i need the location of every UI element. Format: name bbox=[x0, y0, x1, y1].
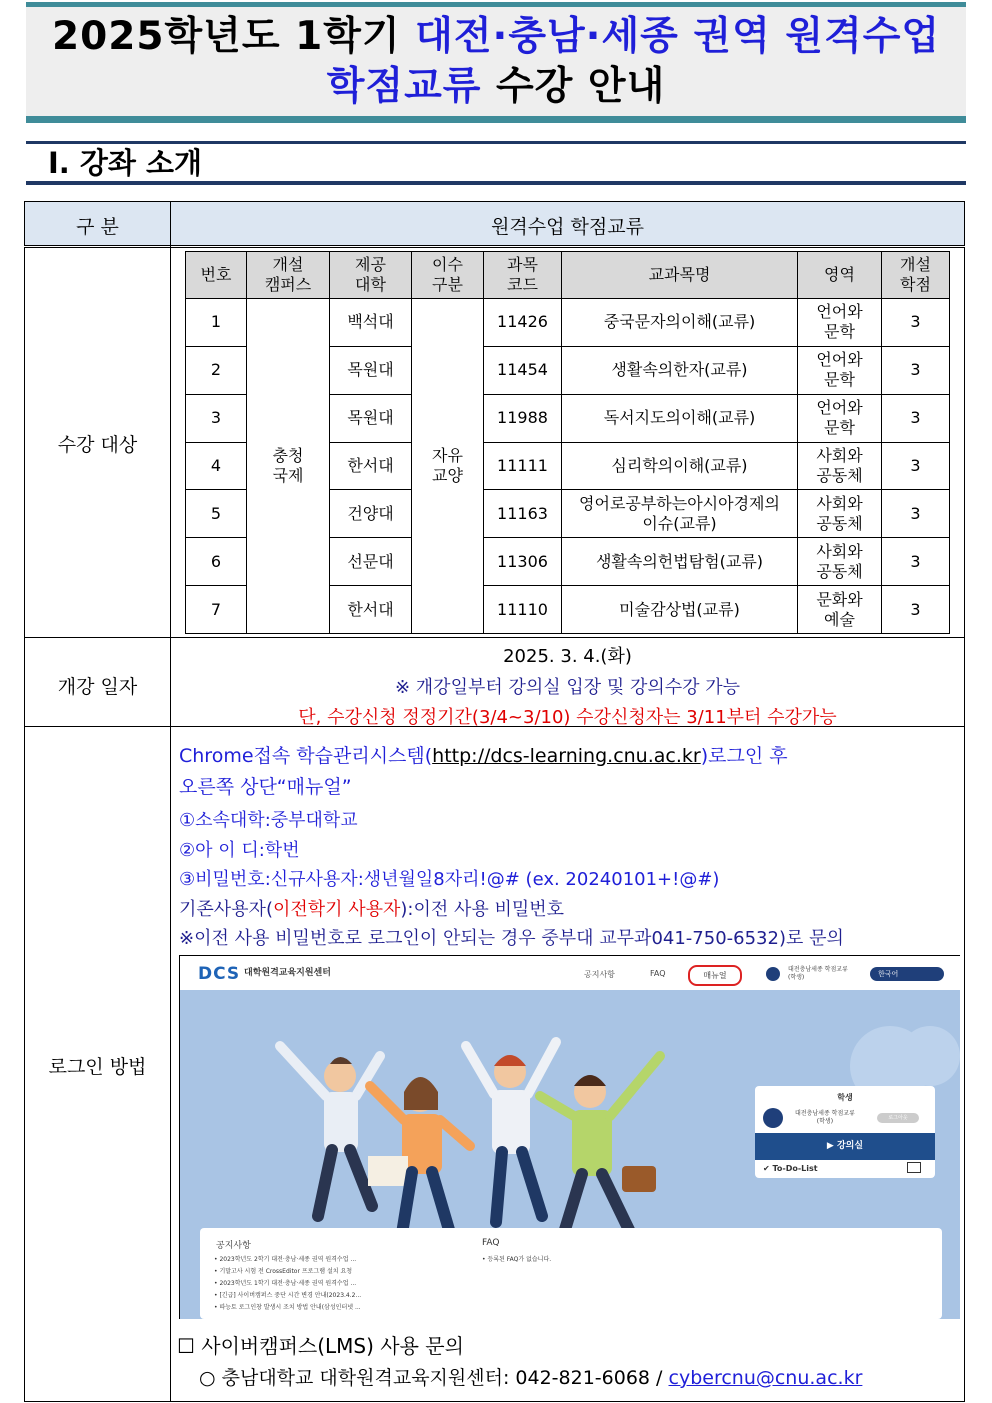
cell-area: 문화와 예술 bbox=[798, 586, 882, 634]
login-note: ※이전 사용 비밀번호로 로그인이 안되는 경우 중부대 교무과041-750-6532)로 문의 bbox=[179, 928, 844, 949]
th-campus: 개설 캠퍼스 bbox=[247, 252, 330, 299]
start-date: 2025. 3. 4.(화) bbox=[503, 646, 632, 667]
header-rule bbox=[24, 245, 965, 248]
cell-credit: 3 bbox=[882, 538, 950, 586]
notice-faq-box bbox=[200, 1228, 942, 1319]
cell-name: 심리학의이해(교류) bbox=[562, 442, 798, 490]
title-bottom-rule bbox=[26, 116, 966, 123]
cell-area: 언어와 문학 bbox=[798, 394, 882, 442]
nav-faq[interactable]: FAQ bbox=[650, 969, 666, 978]
label-login: 로그인 방법 bbox=[48, 1056, 147, 1078]
cell-no: 6 bbox=[186, 538, 247, 586]
cell-credit: 3 bbox=[882, 442, 950, 490]
table-row bbox=[186, 299, 950, 347]
label-target: 수강 대상 bbox=[57, 434, 138, 456]
login-step-1: ①소속대학:중부대학교 bbox=[179, 810, 358, 831]
cell-credit: 3 bbox=[882, 346, 950, 394]
start-exception-note: 단, 수강신청 정정기간(3/4~3/10) 수강신청자는 3/11부터 수강가능 bbox=[298, 707, 837, 728]
login-existing-user: 기존사용자(이전학기 사용자):이전 사용 비밀번호 bbox=[179, 899, 565, 920]
th-category: 이수 구분 bbox=[412, 252, 484, 299]
cell-no: 7 bbox=[186, 586, 247, 634]
courses-table bbox=[185, 251, 950, 634]
user-icon bbox=[766, 967, 780, 981]
cell-code: 11111 bbox=[484, 442, 562, 490]
section-heading: Ⅰ. 강좌 소개 bbox=[48, 146, 203, 180]
contact-email-link[interactable]: cybercnu@cnu.ac.kr bbox=[668, 1367, 863, 1389]
cell-code: 11110 bbox=[484, 586, 562, 634]
section-bottom-rule bbox=[26, 181, 966, 185]
cell-no: 3 bbox=[186, 394, 247, 442]
cell-credit: 3 bbox=[882, 490, 950, 538]
login-line-2: 오른쪽 상단“매뉴얼” bbox=[179, 776, 352, 798]
panel-title: 학생 bbox=[837, 1093, 853, 1102]
cell-name: 중국문자의이해(교류) bbox=[562, 299, 798, 347]
th-credit: 개설 학점 bbox=[882, 252, 950, 299]
dcs-logo-name: 대학원격교육지원센터 bbox=[244, 968, 331, 978]
cell-credit: 3 bbox=[882, 299, 950, 347]
logout-button[interactable]: 로그아웃 bbox=[877, 1113, 919, 1123]
list-item[interactable]: • [긴급] 사이버캠퍼스 중단 시간 변경 안내(2023.4.2... bbox=[214, 1292, 362, 1299]
title-banner bbox=[26, 2, 966, 123]
cell-area: 언어와 문학 bbox=[798, 299, 882, 347]
th-area: 영역 bbox=[798, 252, 882, 299]
cell-category: 자유 교양 bbox=[412, 299, 484, 634]
courses-header-row bbox=[186, 252, 950, 299]
row-rule bbox=[24, 637, 965, 638]
nav-notice[interactable]: 공지사항 bbox=[584, 970, 615, 979]
cell-univ: 한서대 bbox=[330, 442, 412, 490]
cell-campus: 충청 국제 bbox=[247, 299, 330, 634]
page-title-line1: 2025학년도 1학기 대전·충남·세종 권역 원격수업 bbox=[51, 14, 941, 59]
cell-credit: 3 bbox=[882, 586, 950, 634]
cell-univ: 선문대 bbox=[330, 538, 412, 586]
notice-title: 공지사항 bbox=[216, 1241, 251, 1251]
faq-title: FAQ bbox=[482, 1238, 500, 1248]
list-item[interactable]: • 따능토 로그인창 발생시 조치 방법 안내(삼성인터넷 ... bbox=[214, 1304, 361, 1311]
cell-univ: 목원대 bbox=[330, 346, 412, 394]
nav-manual-button[interactable]: 매뉴얼 bbox=[688, 965, 742, 986]
login-line-1: Chrome접속 학습관리시스템(http://dcs-learning.cnu.ac.kr)로그인 후 bbox=[179, 745, 788, 767]
page-title-line2: 학점교류 수강 안내 bbox=[326, 64, 666, 109]
cell-code: 11306 bbox=[484, 538, 562, 586]
mail-icon[interactable] bbox=[907, 1162, 921, 1173]
cell-name: 생활속의헌법탐험(교류) bbox=[562, 538, 798, 586]
cell-no: 4 bbox=[186, 442, 247, 490]
login-step-3: ③비밀번호:신규사용자:생년월일8자리!@# (ex. 20240101+!@#) bbox=[179, 869, 720, 890]
cell-no: 2 bbox=[186, 346, 247, 394]
language-select[interactable]: 한국어 bbox=[870, 967, 944, 981]
th-code: 과목 코드 bbox=[484, 252, 562, 299]
student-panel bbox=[755, 1086, 935, 1178]
cell-name: 생활속의한자(교류) bbox=[562, 346, 798, 394]
cell-area: 사회와 공동체 bbox=[798, 538, 882, 586]
lms-contact: ○ 충남대학교 대학원격교육지원센터: 042-821-6068 / cybercnu@cnu.ac.kr bbox=[199, 1367, 863, 1389]
section-top-rule bbox=[26, 141, 966, 144]
cell-area: 사회와 공동체 bbox=[798, 490, 882, 538]
lms-url-link[interactable]: http://dcs-learning.cnu.ac.kr bbox=[432, 745, 701, 767]
todo-list-link[interactable]: ✔ To-Do-List bbox=[763, 1164, 818, 1173]
cell-no: 1 bbox=[186, 299, 247, 347]
cell-univ: 한서대 bbox=[330, 586, 412, 634]
label-start-date: 개강 일자 bbox=[57, 676, 138, 698]
cell-area: 사회와 공동체 bbox=[798, 442, 882, 490]
cell-name: 영어로공부하는아시아경제의 이슈(교류) bbox=[562, 490, 798, 538]
cell-univ: 건양대 bbox=[330, 490, 412, 538]
faq-item: • 등록된 FAQ가 없습니다. bbox=[482, 1256, 552, 1263]
cell-code: 11163 bbox=[484, 490, 562, 538]
cell-code: 11426 bbox=[484, 299, 562, 347]
header-category: 구 분 bbox=[76, 216, 119, 238]
cell-credit: 3 bbox=[882, 394, 950, 442]
cell-name: 미술감상법(교류) bbox=[562, 586, 798, 634]
header-program: 원격수업 학점교류 bbox=[491, 216, 644, 238]
cell-name: 독서지도의이해(교류) bbox=[562, 394, 798, 442]
lms-navbar bbox=[180, 956, 960, 990]
panel-user-name: 대전충남세종 학점교류 (학생) bbox=[795, 1110, 855, 1125]
th-univ: 제공 대학 bbox=[330, 252, 412, 299]
cell-code: 11988 bbox=[484, 394, 562, 442]
nav-user-name: 대전충남세종 학점교류 (학생) bbox=[788, 966, 848, 981]
th-name: 교과목명 bbox=[562, 252, 798, 299]
list-item[interactable]: • 2023학년도 1학기 대전·충남·세종 권역 원격수업 ... bbox=[214, 1280, 357, 1287]
th-no: 번호 bbox=[186, 252, 247, 299]
classroom-button[interactable]: ▶ 강의실 bbox=[755, 1133, 935, 1160]
dcs-logo: DCS bbox=[198, 964, 241, 984]
list-item[interactable]: • 기말고사 시험 전 CrossEditor 프로그램 설치 요청 bbox=[214, 1268, 353, 1275]
cell-univ: 백석대 bbox=[330, 299, 412, 347]
cell-no: 5 bbox=[186, 490, 247, 538]
cell-area: 언어와 문학 bbox=[798, 346, 882, 394]
lms-screenshot bbox=[179, 955, 960, 1319]
cell-univ: 목원대 bbox=[330, 394, 412, 442]
login-step-2: ②아 이 디:학번 bbox=[179, 840, 300, 861]
list-item[interactable]: • 2023학년도 2학기 대전·충남·세종 권역 원격수업 ... bbox=[214, 1256, 357, 1263]
avatar bbox=[763, 1108, 783, 1128]
column-rule bbox=[170, 201, 171, 1402]
start-note: ※ 개강일부터 강의실 입장 및 강의수강 가능 bbox=[394, 677, 740, 698]
lms-inquiry-heading: ☐ 사이버캠퍼스(LMS) 사용 문의 bbox=[177, 1334, 464, 1358]
cell-code: 11454 bbox=[484, 346, 562, 394]
